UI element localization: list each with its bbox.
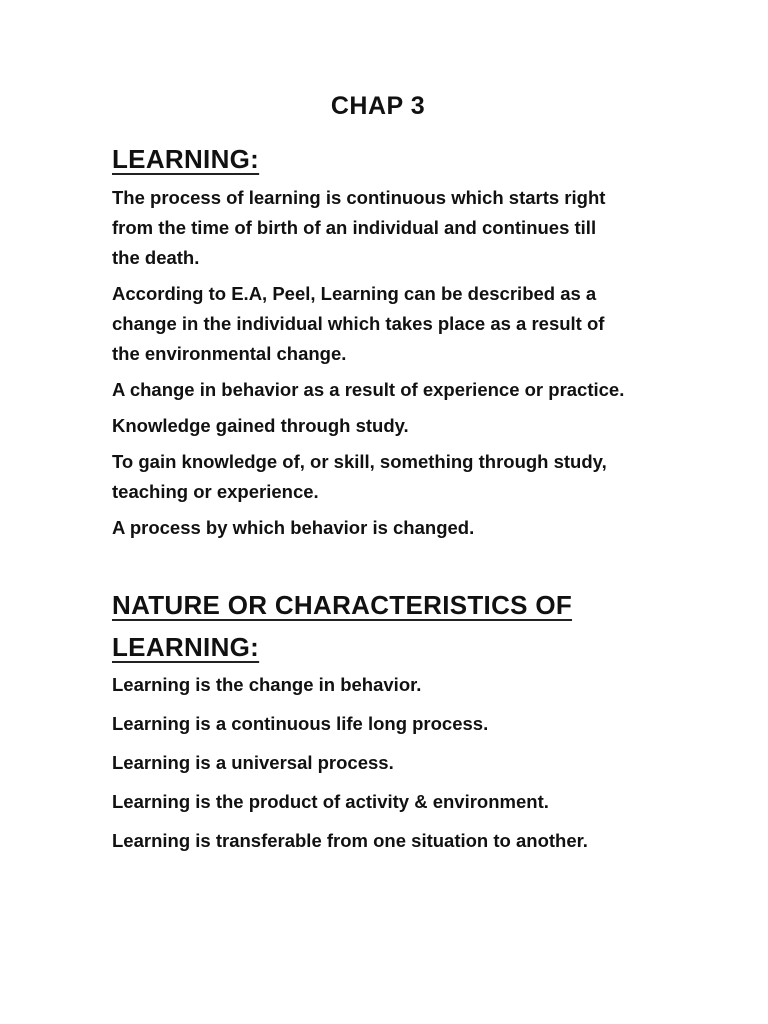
paragraph <box>112 709 672 739</box>
paragraph <box>112 411 672 441</box>
section-heading-nature-line <box>112 584 672 626</box>
section-heading-nature-text: NATURE OR CHARACTERISTICS OF <box>112 590 573 620</box>
text-line: Learning is transferable from one situation to another. <box>112 830 588 851</box>
text-line: According to E.A, Peel, Learning can be described as a <box>112 283 597 304</box>
paragraph <box>112 375 672 405</box>
paragraph <box>112 670 672 700</box>
text-line: Learning is a continuous life long process. <box>112 713 489 734</box>
text-line: Learning is a universal process. <box>112 752 394 773</box>
text-line: the death. <box>112 247 200 268</box>
paragraph <box>112 748 672 778</box>
text-line: A process by which behavior is changed. <box>112 517 475 538</box>
text-line: Learning is the product of activity & environment. <box>112 791 549 812</box>
text-line: change in the individual which takes place as a result of <box>112 313 605 334</box>
text-line: teaching or experience. <box>112 481 319 502</box>
text-line: Learning is the change in behavior. <box>112 674 422 695</box>
paragraph <box>112 826 672 856</box>
section-heading-nature-text: LEARNING: <box>112 632 260 662</box>
section-heading-learning-text: LEARNING: <box>112 144 260 174</box>
text-line: A change in behavior as a result of experience or practice. <box>112 379 625 400</box>
text-line: The process of learning is continuous which starts right <box>112 187 606 208</box>
text-line: Knowledge gained through study. <box>112 415 409 436</box>
paragraph <box>112 513 672 543</box>
section-heading-learning <box>112 142 672 176</box>
paragraph <box>112 787 672 817</box>
text-line: from the time of birth of an individual and continues till <box>112 217 597 238</box>
paragraph <box>112 447 672 507</box>
document-content <box>112 90 672 865</box>
paragraph <box>112 279 672 369</box>
section-heading-nature <box>112 584 672 668</box>
text-line: To gain knowledge of, or skill, something through study, <box>112 451 607 472</box>
chapter-title: CHAP 3 <box>330 92 426 120</box>
section-heading-nature-line <box>112 626 672 668</box>
text-line: the environmental change. <box>112 343 347 364</box>
paragraph <box>112 183 672 273</box>
